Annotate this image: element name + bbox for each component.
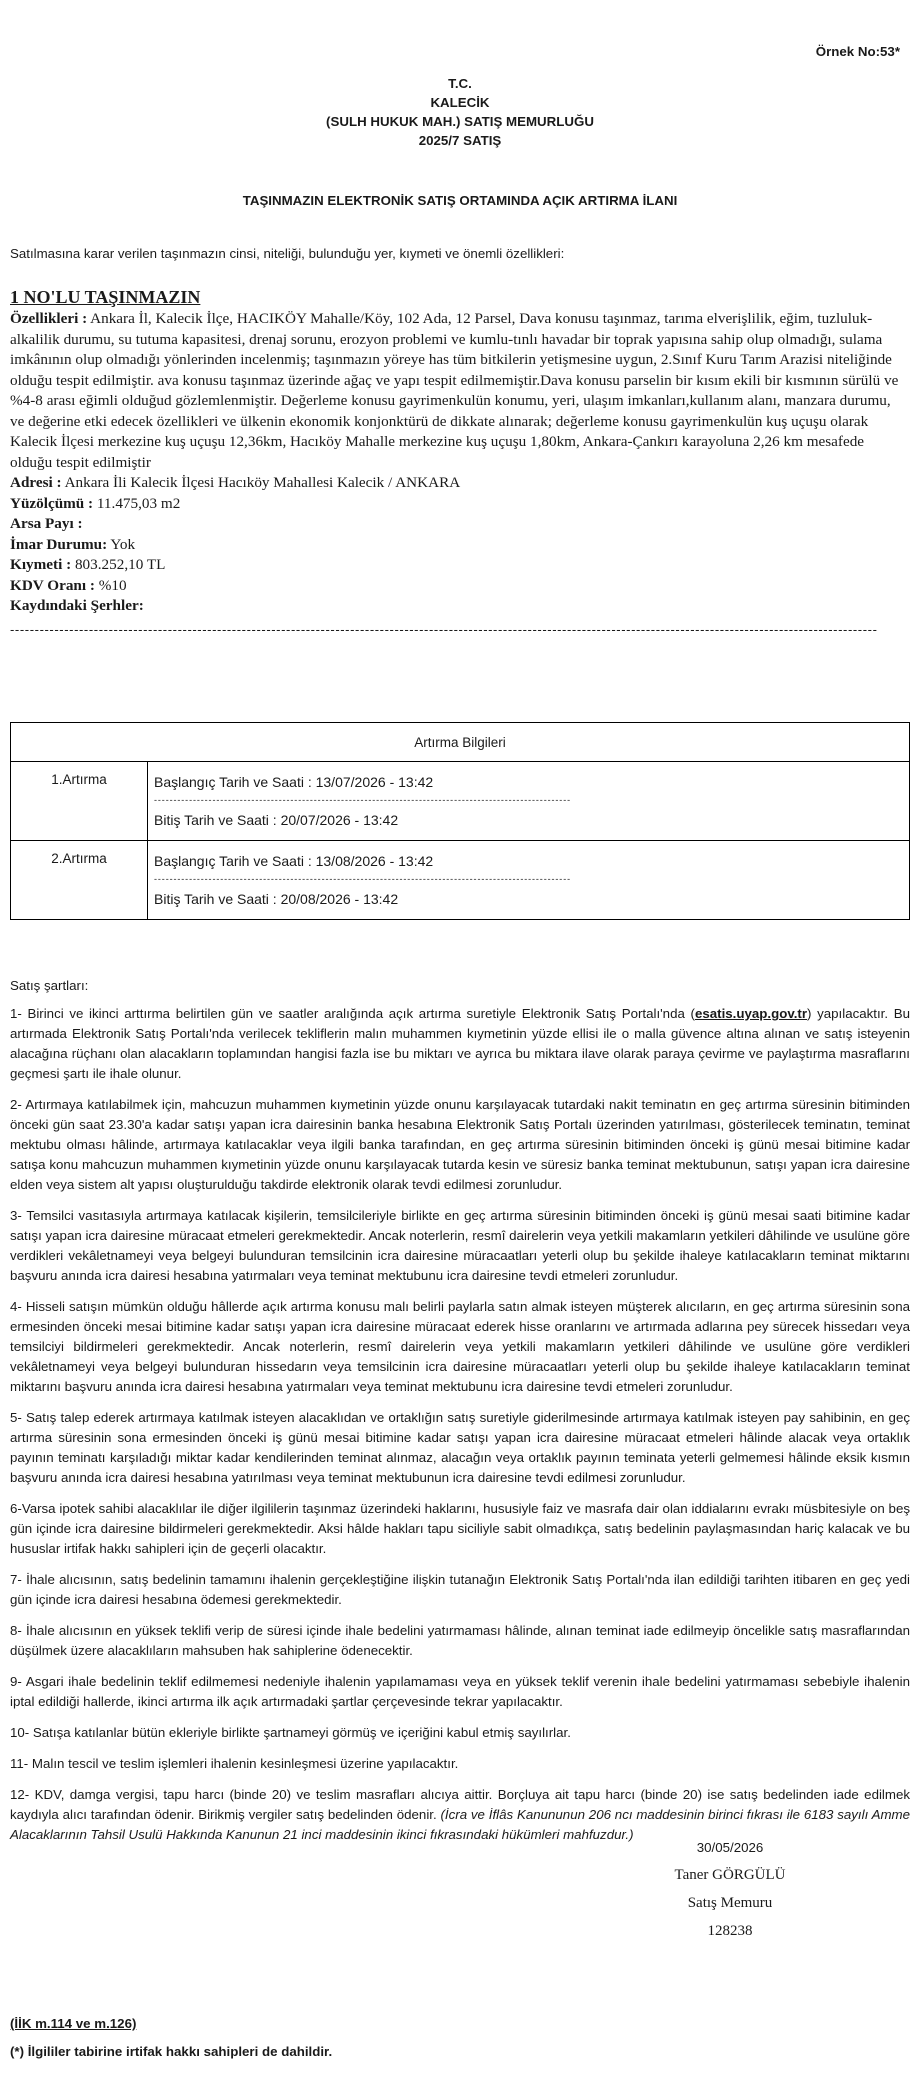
address-label: Adresi : bbox=[10, 474, 62, 491]
property-section bbox=[10, 286, 900, 617]
property-features bbox=[10, 309, 900, 473]
notice-title: TAŞINMAZIN ELEKTRONİK SATIŞ ORTAMINDA AÇIK ARTIRMA İLANI bbox=[242, 193, 678, 208]
auction-2-separator: ----------------------------------------------------------------------------------------------------------- bbox=[154, 874, 571, 884]
condition-4: 4- Hisseli satışın mümkün olduğu hâllerde açık artırma konusu malı belirli paylarla satın almak isteyen müşterek alıcıların, en geç artırma süresinin sona ermesinden önceki mesai bitimine kadar satışı yapan icra dairesine müracaat ederek hisse oranlarını ve artırmada adlarına pey sürecek hissedarı veya temsilciyi bildirmeleri gerekmektedir. Ancak noterlerin, resmî dairelerin veya yetkili makamların yetkileri dâhilinde ve usulüne göre verdikleri vekâletnameyi veya belgeyi bulunduran hissedarın veya temsilcinin icra dairesine müracaatları yeterli olup bu şekilde ihaleye katılacakların teminat miktarını başvuru anında icra dairesi hesabına yatırmaları veya teminat mektubunu icra dairesine tevdi etmeleri zorunludur. bbox=[10, 1299, 910, 1394]
condition-5: 5- Satış talep ederek artırmaya katılmak isteyen alacaklıdan ve ortaklığın satış suretiyle giderilmesinde artırmaya katılmak isteyen pay sahibinin, en geç artırma süresinin sona ermesinden önceki iş günü mesai bitimine kadar satışı yapan icra dairesine müracaat etmeleri hâlinde alacak veya ortaklık payının teminatı karşıladığı miktar kadar kendilerinden teminat alınmaz, alacağın veya ortaklık payının teminata yeterli gelmemesi hâlinde eksik kısmın başvuru anında icra dairesi hesabına yatırılması veya teminat mektubunun icra dairesine tevdi edilmesi zorunludur. bbox=[10, 1410, 910, 1485]
law-reference: (İİK m.114 ve m.126) bbox=[10, 2016, 137, 2031]
condition-1-text-cont: ) yapılacaktır. Bu artırmada Elektronik Satış Portalı'nda verilecek tekliflerin malın muhammen kıymetinin yüzde ellisi ile o malla güvence altına alınan ve satış isteyenin alacağına rüçhanı olan alacakların toplamından hangisi fazla ise bu miktarı ve ayrıca bu miktara ilave olarak paraya çevirme ve paylaştırma masraflarını geçmesi şartı ile ihale olunur. bbox=[10, 1006, 910, 1081]
auction-2-end bbox=[154, 887, 903, 911]
end-value: 20/07/2026 - 13:42 bbox=[280, 812, 399, 828]
auction-table-header-row bbox=[11, 723, 910, 762]
land-share-label: Arsa Payı : bbox=[10, 515, 83, 532]
auction-dates-table bbox=[10, 722, 910, 920]
signature-number: 128238 bbox=[707, 1923, 753, 1939]
features-value: Ankara İl, Kalecik İlçe, HACIKÖY Mahalle/Köy, 102 Ada, 12 Parsel, Dava konusu taşınmaz, tarıma elverişlilik, eğim, tuzluluk-alkalilik durumu, su tutuma kapasitesi, drenaj sorunu, erozyon problemi ve kumlu-tınlı havadar bir toprak yapısına sahip olup olmadığı, sulama imkânının olup olmadığı yönlerinden incelenmiş; taşınmazın yöreye has tüm bitkilerin yetişmesine uygun, 2.Sınıf Kuru Tarım Arazisi niteliğinde olduğu tespit edilmiştir. ava konusu taşınmaz üzerinde ağaç ve yapı tespit edilmemiştir.Dava konusu parselin bir kısım ekili bir kısmının sürülü ve %4-8 arası eğimli olduğud gözlemlenmiştir. Değerleme konusu gayrimenkulün konumu, yeri, ulaşım imkanları,kullanım alanı, manzara durumu, ve değerine etki edecek özellikleri ve ülkenin ekonomik konjonktürü de dikkate alınarak; değerleme konusu gayrimenkulün kuş uçuşu olarak Kalecik İlçesi merkezine kuş uçuşu 12,36km, Hacıköy Mahalle merkezine kuş uçuşu 1,80km, Ankara-Çankırı karayoluna 2,26 km mesafede olduğu tespit edilmiştir bbox=[10, 310, 899, 471]
intro-text: Satılmasına karar verilen taşınmazın cinsi, niteliği, bulunduğu yer, kıymeti ve önemli özellikleri: bbox=[10, 246, 565, 261]
sale-conditions bbox=[10, 1004, 910, 1845]
condition-2: 2- Artırmaya katılabilmek için, mahcuzun muhammen kıymetinin yüzde onunu karşılayacak tutardaki nakit teminatın en geç artırma süresinin bitiminden önceki gün saat 23.30'a kadar satışı yapan icra dairesinin banka hesabına Elektronik Satış Portalı üzerinden yatırılması, gösterilecek teminatın, teminat mektubu olması hâlinde, artırmaya katılacaklar veya ilgili banka tarafından, en geç artırma süresinin bitiminden önceki iş günü mesai bitimine kadar satışa konu mahcuzun muhammen kıymetinin yüzde onunu karşılayacak tutarda kesin ve süresiz banka teminat mektubunun, satışı yapan icra dairesine elden veya sistem alt yapısı oluşturulduğu takdirde elektronik olarak tevdi edilmesi zorunludur. bbox=[10, 1097, 910, 1192]
signature-title: Satış Memuru bbox=[687, 1895, 773, 1911]
zoning-label: İmar Durumu: bbox=[10, 535, 108, 553]
property-annotations bbox=[10, 596, 900, 617]
property-title: 1 NO'LU TAŞINMAZIN bbox=[10, 287, 201, 307]
condition-10: 10- Satışa katılanlar bütün ekleriyle birlikte şartnameyi görmüş ve içeriğini kabul etmiş sayılırlar. bbox=[10, 1725, 571, 1740]
auction-1-dates bbox=[148, 762, 910, 841]
esatis-link[interactable]: esatis.uyap.gov.tr bbox=[694, 1006, 808, 1021]
end-value: 20/08/2026 - 13:42 bbox=[280, 891, 399, 907]
start-value: 13/07/2026 - 13:42 bbox=[315, 774, 434, 790]
footnote: (*) İlgililer tabirine irtifak hakkı sahipleri de dahildir. bbox=[10, 2044, 333, 2059]
signature-name: Taner GÖRGÜLÜ bbox=[674, 1867, 786, 1883]
value-label: Kıymeti : bbox=[10, 556, 72, 573]
signature-date: 30/05/2026 bbox=[696, 1840, 764, 1855]
sample-number: Örnek No:53* bbox=[815, 44, 900, 59]
auction-2-dates bbox=[148, 841, 910, 920]
auction-1-start bbox=[154, 770, 903, 794]
auction-2-start bbox=[154, 849, 903, 873]
property-vat bbox=[10, 576, 900, 597]
property-address bbox=[10, 473, 900, 494]
start-value: 13/08/2026 - 13:42 bbox=[315, 853, 434, 869]
start-label: Başlangıç Tarih ve Saati : bbox=[154, 853, 316, 869]
condition-6: 6-Varsa ipotek sahibi alacaklılar ile diğer ilgililerin taşınmaz üzerindeki haklarını, hususiyle faiz ve masrafa dair olan iddialarını evrakı müsbitesiyle on beş gün içinde icra dairesine bildirmeleri gerekmektedir. Aksi hâlde hakları tapu siciliyle sabit olmadıkça, satış bedelinin paylaşmasından hariç kalacak ve bu hususlar irtifak hakkı sahipleri için de geçerli olacaktır. bbox=[10, 1501, 910, 1556]
condition-12-text: 12- KDV, damga vergisi, tapu harcı (binde 20) ve teslim masrafları alıcıya aittir. Borçluya ait tapu harcı (binde 20) ise satış bedelinden iade edilmek kaydıyla alıcı tarafından ödenir. Birikmiş vergiler satış bedelinden ödenir. bbox=[10, 1787, 910, 1822]
property-land-share bbox=[10, 514, 900, 535]
auction-1-label: 1.Artırma bbox=[11, 762, 148, 841]
features-label: Özellikleri : bbox=[10, 310, 88, 327]
end-label: Bitiş Tarih ve Saati : bbox=[154, 891, 281, 907]
auction-table-header: Artırma Bilgileri bbox=[11, 723, 910, 762]
property-value bbox=[10, 555, 900, 576]
condition-12 bbox=[10, 1785, 910, 1845]
start-label: Başlangıç Tarih ve Saati : bbox=[154, 774, 316, 790]
condition-12-italic: (İcra ve İflâs Kanununun 206 ncı maddesinin birinci fıkrası ile 6183 sayılı Amme Alacaklarının Tahsil Usulü Hakkında Kanunun 21 inci maddesinin ikinci fıkrasındaki hükümleri mahfuzdur.) bbox=[10, 1807, 911, 1842]
auction-row-1 bbox=[11, 762, 910, 841]
condition-3: 3- Temsilci vasıtasıyla artırmaya katılacak kişilerin, temsilcileriyle birlikte en geç artırma süresinin bitiminden önceki iş günü mesai saati bitimine kadar satışı yapan icra dairesine müracaat etmeleri gerekmektedir. Ancak noterlerin, resmî dairelerin veya yetkili makamların yetkileri dâhilinde ve usulüne göre verdikleri vekâletnameyi veya belgeyi bulunduran temsilcinin icra dairesine müracaatları yeterli olup bu şekilde ihaleye katılacakların teminat miktarını başvuru anında icra dairesi hesabına yatırmaları veya teminat mektubunu icra dairesine tevdi etmeleri zorunludur. bbox=[10, 1208, 910, 1283]
property-area bbox=[10, 494, 900, 515]
vat-label: KDV Oranı : bbox=[10, 576, 95, 594]
condition-8: 8- İhale alıcısının en yüksek teklifi verip de süresi içinde ihale bedelini yatırmaması hâlinde, alınan teminat iade edilmeyip öncelikle satış masraflarından düşülmek üzere alacaklıların mahsuben hak sahiplerine ödenecektir. bbox=[10, 1623, 910, 1658]
header-file-number: 2025/7 SATIŞ bbox=[418, 133, 502, 148]
auction-2-label: 2.Artırma bbox=[11, 841, 148, 920]
end-label: Bitiş Tarih ve Saati : bbox=[154, 812, 281, 828]
value-amount: 803.252,10 TL bbox=[71, 556, 166, 573]
auction-1-separator: ----------------------------------------------------------------------------------------------------------- bbox=[154, 795, 571, 805]
vat-value: %10 bbox=[94, 576, 127, 594]
area-label: Yüzölçümü : bbox=[10, 494, 94, 512]
property-zoning bbox=[10, 535, 900, 556]
annotations-label: Kaydındaki Şerhler: bbox=[10, 597, 144, 614]
header-district: KALECİK bbox=[430, 95, 490, 110]
condition-7: 7- İhale alıcısının, satış bedelinin tamamını ihalenin gerçekleştiğine ilişkin tutanağın Elektronik Satış Portalı'nda ilan edildiği tarihten itibaren en geç yedi gün içinde icra dairesi hesabına ödemesi gerekmektedir. bbox=[10, 1572, 910, 1607]
condition-1 bbox=[10, 1004, 910, 1084]
auction-1-end bbox=[154, 808, 903, 832]
zoning-value: Yok bbox=[107, 535, 136, 553]
condition-9: 9- Asgari ihale bedelinin teklif edilmemesi nedeniyle ihalenin yapılamaması veya en yüksek teklif verenin ihale bedelini yatırmaması sebebiyle ihalenin iptal edildiği hallerde, ikinci artırma ilk açık artırmadaki şartlar çerçevesinde tekrar yapılacaktır. bbox=[10, 1674, 910, 1709]
area-value: 11.475,03 m2 bbox=[93, 494, 181, 512]
condition-1-text: 1- Birinci ve ikinci arttırma belirtilen gün ve saatler aralığında açık artırma suretiyle Elektronik Satış Portalı'nda ( bbox=[10, 1006, 695, 1021]
header-office: (SULH HUKUK MAH.) SATIŞ MEMURLUĞU bbox=[326, 114, 594, 129]
sale-conditions-title: Satış şartları: bbox=[10, 978, 89, 993]
document-header bbox=[10, 74, 910, 150]
condition-11: 11- Malın tescil ve teslim işlemleri ihalenin kesinleşmesi üzerine yapılacaktır. bbox=[10, 1756, 459, 1771]
auction-row-2 bbox=[11, 841, 910, 920]
address-value: Ankara İli Kalecik İlçesi Hacıköy Mahallesi Kalecik / ANKARA bbox=[61, 474, 461, 491]
header-tc: T.C. bbox=[448, 76, 472, 91]
section-divider: -------------------------------------------------------------------------------------------------------------------------------------------------------------------------------- bbox=[10, 622, 878, 637]
